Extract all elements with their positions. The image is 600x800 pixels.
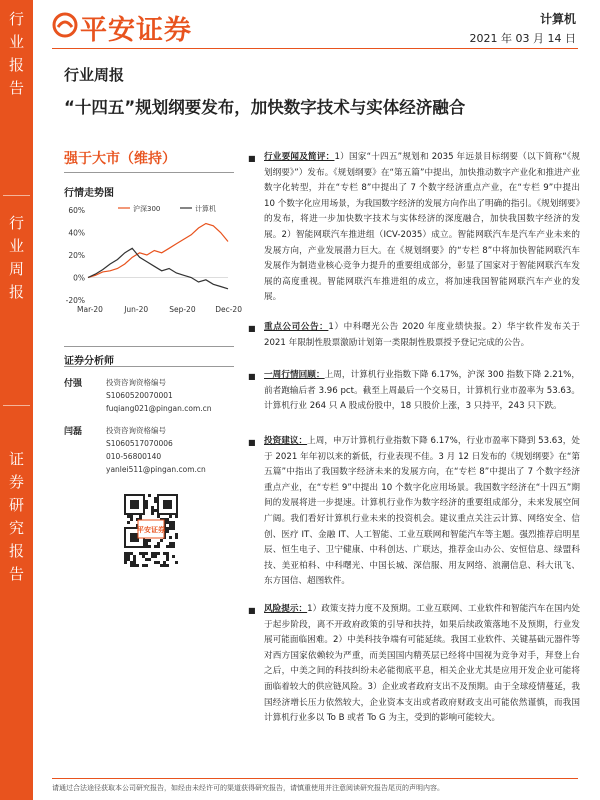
industry-name: 计算机 — [539, 12, 576, 26]
section-body: 1）政策支持力度不及预期。工业互联网、工业软件和智能汽车在国内处于起步阶段，离不开政府政策的引导和扶持，如果后续政策落地不及预期，行业发展可能面临困难。2）中美科技争端有可能延续。我国工业软件、关键基础元器件等对西方国家依赖较为严重，而美国国内精英层已经将中国视为竞争对手，拜登上台之后，中美之间的科技纠纷未必能彻底平息，相关企业尤其是应用开发企业可能将面临着较大的供应链风险。3）企业或者政府支出不及预期。由于全球疫情蔓延，我国经济增长压力依然较大，企业资本支出或者政府财政支出可能依然谨慎，而我国计算机行业多以 To B 或者 To G 为主，受到的影响可能较大。 — [264, 604, 580, 724]
section-investment-advice — [264, 434, 580, 590]
sidebar-label-research: 证 券 研 究 报 告 — [8, 450, 24, 583]
series-line — [88, 224, 228, 278]
x-tick-label: Sep-20 — [169, 305, 196, 314]
section-body: 上周，申万计算机行业指数下降 6.17%，行业市盈率下降到 53.63，处于 2021 年年初以来的新低，行业表现不佳。3 月 12 日发布的《规划纲要》在“第五篇”中指出了我国数字经济未来的发展方向，在“专栏 8”中提出了 7 个数字经济重点产业，在“专栏 9”中提出 10 个数字化应用场景。我国数字经济在“十四五”期间的发展将进一步提速。计算机行业作为数字经济的重要组成部分，未来发展空间广阔。我们看好计算机行业未来的投资机会。建议重点关注云计算、网络安全、信创、医疗 IT、金融 IT、人工智能、工业互联网和智能汽车等主题。强烈推荐启明星辰、恒生电子、卫宁健康、中科创达、广联达，推荐金山办公、安恒信息、绿盟科技、美亚柏科、中科曙光、中国长城、深信服、用友网络、浪潮信息、科大讯飞、东方国信、超图软件。 — [264, 436, 580, 587]
report-date: 2021 年 03 月 14 日 — [469, 32, 576, 45]
section-risk-warning — [264, 602, 580, 727]
y-tick-label: -20% — [65, 296, 85, 305]
trend-chart — [60, 200, 242, 320]
footer-divider — [52, 778, 578, 779]
document-type: 行业周报 — [64, 66, 125, 84]
section-head: 投资建议： — [264, 436, 308, 446]
analysts-label: 证券分析师 — [64, 356, 114, 367]
divider — [64, 366, 234, 367]
footer-disclaimer: 请通过合法途径获取本公司研究报告，如经由未经许可的渠道获得研究报告，请慎重使用并注意阅读研究报告尾页的声明内容。 — [52, 784, 444, 792]
section-industry-news — [264, 150, 580, 306]
rating-badge: 强于大市（维持） — [64, 151, 176, 167]
section-company-announcements — [264, 320, 580, 351]
analyst-cert-number: S1060520070001 — [106, 391, 173, 400]
analyst-cert-number: S1060517070006 — [106, 439, 173, 448]
sidebar-label-weekly: 行 业 周 报 — [8, 214, 24, 301]
x-tick-label: Jun-20 — [124, 305, 149, 314]
analyst-cert-label: 投资咨询资格编号 — [106, 426, 166, 435]
analyst-name: 付强 — [64, 379, 83, 389]
y-tick-label: 0% — [73, 273, 85, 283]
divider — [64, 346, 234, 347]
section-body: 1）中科曙光公告 2020 年度业绩快报。2）华宇软件发布关于 2021 年限制性股票激励计划第一类限制性股票授予登记完成的公告。 — [264, 322, 580, 348]
sidebar-divider — [3, 405, 30, 406]
section-body: 1）国家“十四五”规划和 2035 年远景目标纲要（以下简称“《规划纲要》”）发布。《规划纲要》在“第五篇”中提出，加快推动数字产业化和推进产业数字化转型，并在“专栏 8”中提出了 7 个数字经济重点产业，在“专栏 9”中提出 10 个数字化应用场景，为我国数字经济的发展方向作出了明确的指引。《规划纲要》的发布，将进一步加快数字技术与实体经济的深度融合，加快我国数字经济的发展。2）智能网联汽车推进组（ICV-2035）成立。智能网联汽车是汽车产业未来的发展方向，产业发展潜力巨大。在《规划纲要》的“专栏 8”中将加快智能网联汽车发展作为制造业核心竞争力提升的重要组成部分，彰显了国家对于智能网联汽车发展的高度重视。智能网联汽车推进组的成立，将加速我国智能网联汽车产业的发展。 — [264, 152, 580, 303]
section-weekly-review — [264, 368, 580, 415]
header-divider — [52, 48, 578, 49]
sidebar-label-report: 行 业 报 告 — [8, 10, 24, 97]
x-tick-label: Dec-20 — [215, 305, 242, 314]
qr-brand-label: 平安证券 — [137, 526, 165, 534]
analyst-email[interactable]: fuqiang021@pingan.com.cn — [106, 404, 212, 413]
analyst-email[interactable]: yanlei511@pingan.com.cn — [106, 465, 206, 474]
bullet-icon: ■ — [248, 154, 256, 163]
analyst-cert-label: 投资咨询资格编号 — [106, 378, 166, 387]
y-tick-label: 20% — [68, 251, 85, 260]
section-head: 风险提示： — [264, 604, 308, 614]
y-tick-label: 60% — [68, 206, 85, 215]
bullet-icon: ■ — [248, 324, 256, 333]
y-tick-label: 40% — [68, 228, 85, 238]
bullet-icon: ■ — [248, 606, 256, 615]
analyst-name: 闫磊 — [64, 427, 83, 437]
qr-code-icon[interactable] — [120, 488, 182, 590]
section-head: 行业要闻及简评： — [264, 152, 335, 162]
section-head: 一周行情回顾： — [264, 370, 325, 380]
brand-logo-icon — [52, 12, 78, 38]
bullet-icon: ■ — [248, 438, 256, 447]
sidebar — [0, 0, 33, 800]
divider — [64, 172, 234, 173]
analyst-phone: 010-56800140 — [106, 452, 162, 461]
series-line — [88, 248, 228, 288]
legend-label: 沪深300 — [133, 205, 161, 213]
sidebar-divider — [3, 195, 30, 196]
brand-name: 平安证券 — [80, 15, 192, 46]
x-tick-label: Mar-20 — [77, 305, 103, 314]
page-title: “十四五”规划纲要发布，加快数字技术与实体经济融合 — [64, 98, 466, 117]
bullet-icon: ■ — [248, 372, 256, 381]
trend-chart-label: 行情走势图 — [64, 188, 114, 199]
section-body: 上周，计算机行业指数下降 6.17%，沪深 300 指数下降 2.21%，前者跑输后者 3.96 pct。截至上周最后一个交易日，计算机行业市盈率为 53.63。计算机行业 264 只 A 股成份股中，18 只股价上涨，3 只持平，243 只下跌。 — [264, 370, 580, 412]
section-head: 重点公司公告： — [264, 322, 329, 332]
legend-label: 计算机 — [195, 205, 216, 213]
